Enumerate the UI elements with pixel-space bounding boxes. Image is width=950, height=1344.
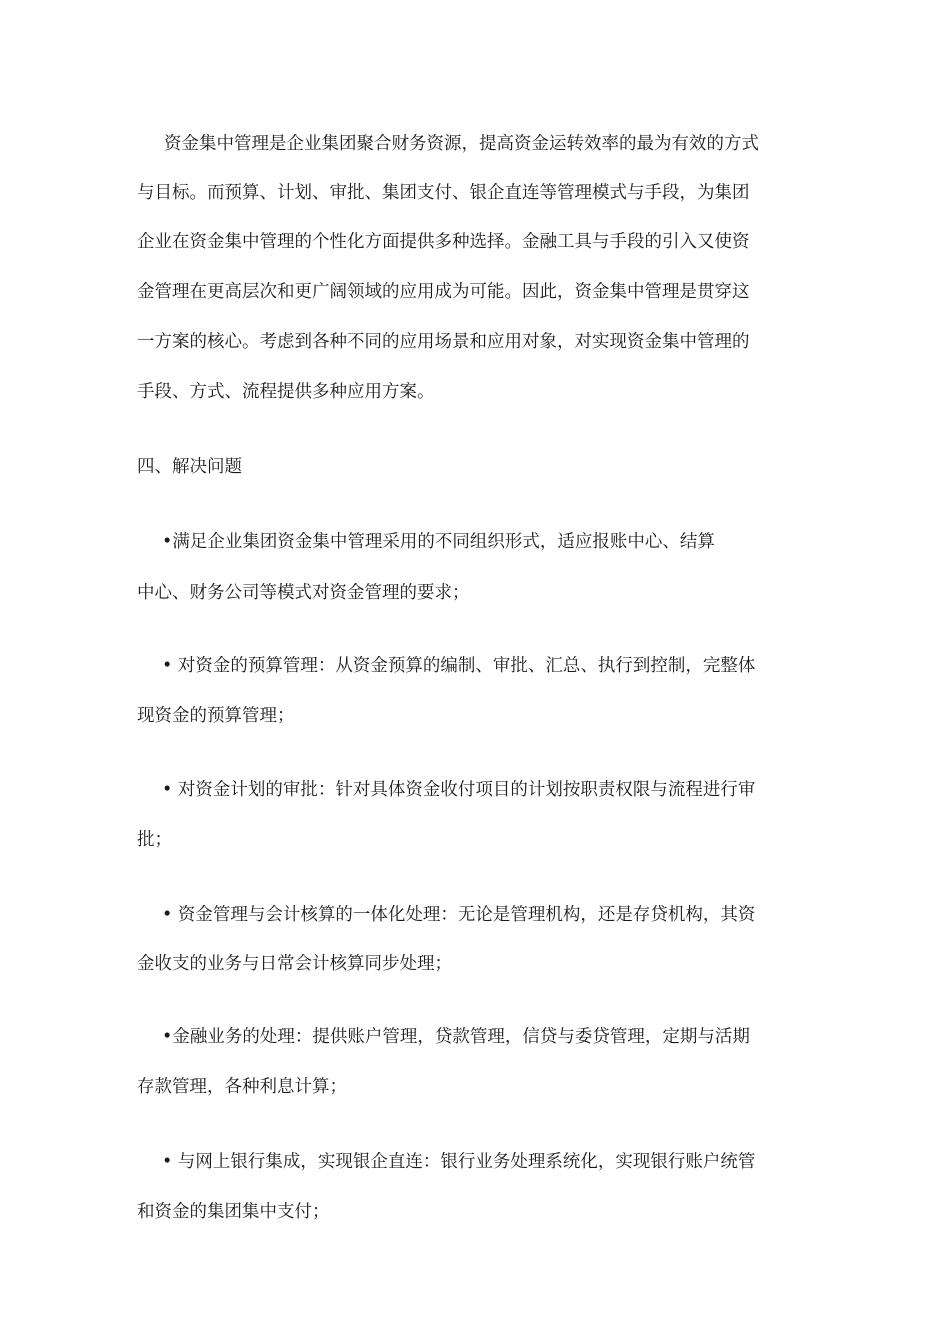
bullet-line: • 与网上银行集成，实现银企直连：银行业务处理系统化，实现银行账户统管 (162, 1152, 756, 1172)
bullet-line: 批； (137, 830, 172, 850)
bullet-line: •金融业务的处理：提供账户管理，贷款管理，信贷与委贷管理，定期与活期 (162, 1027, 750, 1047)
intro-line: 金管理在更高层次和更广阔领域的应用成为可能。因此，资金集中管理是贯穿这 (137, 282, 750, 302)
bullet-line: • 对资金计划的审批：针对具体资金收付项目的计划按职责权限与流程进行审 (162, 780, 756, 800)
bullet-item (137, 779, 823, 851)
section-heading-text: 四、解决问题 (137, 457, 242, 477)
bullet-line: • 资金管理与会计核算的一体化处理：无论是管理机构，还是存贷机构，其资 (162, 905, 756, 925)
bullet-line: 金收支的业务与日常会计核算同步处理； (137, 954, 452, 974)
bullet-item (137, 1151, 823, 1223)
bullet-item (137, 904, 823, 976)
intro-line: 与目标。而预算、计划、审批、集团支付、银企直连等管理模式与手段，为集团 (137, 183, 750, 203)
intro-line: 一方案的核心。考虑到各种不同的应用场景和应用对象，对实现资金集中管理的 (137, 332, 750, 352)
bullet-item (137, 655, 823, 727)
bullet-line: 和资金的集团集中支付； (137, 1202, 330, 1222)
intro-line: 手段、方式、流程提供多种应用方案。 (137, 382, 435, 402)
bullet-line: 现资金的预算管理； (137, 706, 295, 726)
bullet-line: 存款管理，各种利息计算； (137, 1077, 347, 1097)
intro-line: 企业在资金集中管理的个性化方面提供多种选择。金融工具与手段的引入又使资 (137, 232, 750, 252)
bullet-line: • 对资金的预算管理：从资金预算的编制、审批、汇总、执行到控制，完整体 (162, 656, 756, 676)
intro-line: 资金集中管理是企业集团聚合财务资源，提高资金运转效率的最为有效的方式 (164, 134, 759, 154)
bullet-line: 中心、财务公司等模式对资金管理的要求； (137, 583, 470, 603)
section-heading (137, 456, 823, 478)
bullet-item (137, 1026, 823, 1098)
intro-paragraph (137, 133, 823, 413)
bullet-line: •满足企业集团资金集中管理采用的不同组织形式，适应报账中心、结算 (162, 532, 715, 552)
bullet-item (137, 531, 823, 603)
